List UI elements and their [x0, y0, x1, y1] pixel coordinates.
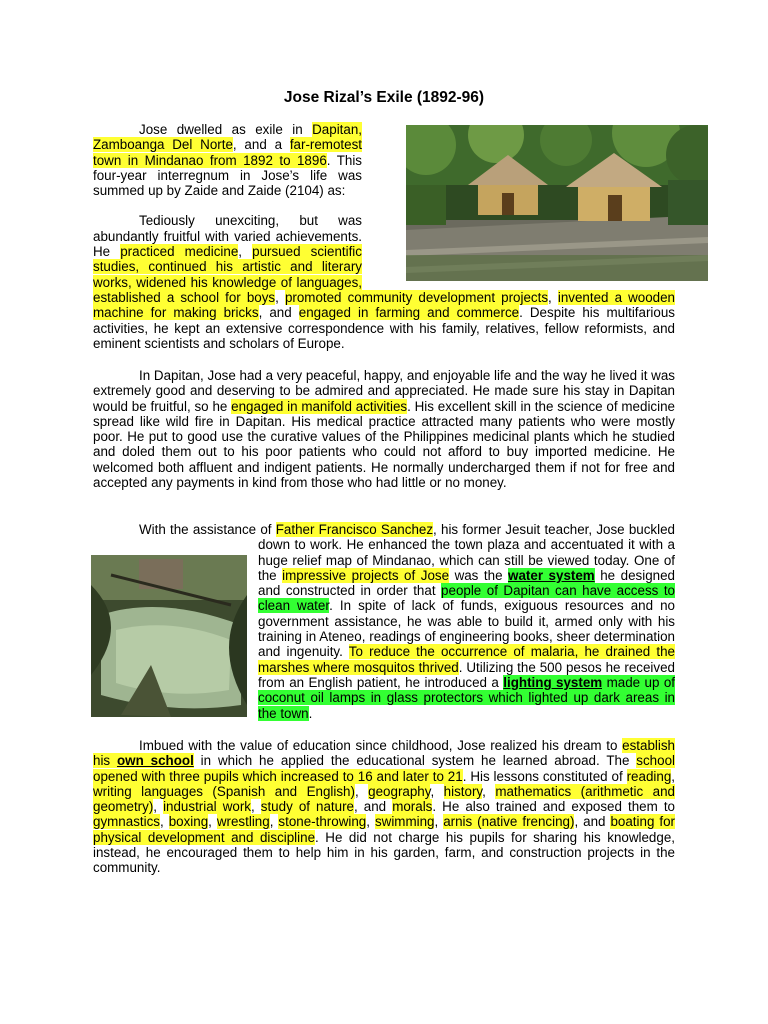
text: ,: [354, 783, 369, 799]
highlight: establish his: [93, 738, 675, 769]
highlight: arnis (native frencing): [443, 814, 575, 830]
text: . He did not charge his pupils for sharing his knowledge, instead, he encouraged them to help him in his garden, farm, and construction projects in the community.: [93, 829, 675, 876]
highlight: invented a wooden machine for making bricks: [93, 289, 675, 321]
highlight: mathematics (arithmetic and geometry): [93, 783, 675, 815]
photo-2-spacer: [93, 552, 258, 707]
text: ,: [153, 799, 164, 815]
text: With the assistance of: [139, 522, 276, 537]
text: ,: [548, 289, 558, 305]
text: .: [308, 705, 313, 721]
text: . This four-year interregnum in Jose’s life was summed up by Zaide and Zaide (2104) as:: [93, 152, 362, 199]
text: , and a: [232, 137, 290, 153]
text: in which he applied the educational system he learned abroad. The: [193, 753, 637, 769]
highlight-green: lighting system: [503, 674, 603, 690]
highlight: promoted community development projects: [284, 289, 549, 305]
highlight: far-remotest town in Mindanao from 1892 to 1896: [93, 137, 362, 168]
text: ,: [430, 783, 444, 799]
text: , and: [354, 799, 393, 815]
paragraph-school: [93, 738, 675, 876]
text: , his former Jesuit teacher, Jose buckled down to work. He enhanced the town plaza and accentuated it with a huge relief map of Mindanao, which can still be viewed today. One of the: [258, 522, 675, 583]
page-title: Jose Rizal’s Exile (1892-96): [283, 89, 485, 106]
text: In Dapitan, Jose had a very peaceful, happy, and enjoyable life and the way he lived it was extremely good and deserving to be admired and appreciated. He made sure his stay in Dapitan would be fruitful, so he: [93, 368, 675, 414]
highlight: To reduce the occurrence of malaria, he drained the marshes where mosquitos thrived: [258, 644, 675, 675]
highlight: swimming: [374, 814, 435, 830]
photo-1-spacer: [362, 122, 675, 280]
highlight: boating for physical development and discipline: [93, 814, 675, 845]
text: . Despite his multifarious activities, he kept an extensive correspondence with his family, relatives, fellow reformists, and eminent scientists and scholars of Europe.: [93, 305, 675, 351]
highlight: reading: [626, 768, 672, 784]
text: . In spite of lack of funds, exiguous resources and no government assistance, he was able to build it, armed only with his training in Ateneo, readings of engineering books, sheer determination and ingenuity.: [258, 598, 675, 660]
text: ,: [208, 814, 217, 830]
highlight-green: people of Dapitan can have access to clean water: [258, 583, 676, 614]
text: ,: [482, 783, 496, 799]
text: ,: [269, 814, 279, 830]
text: ,: [238, 244, 253, 260]
text: ,: [250, 799, 261, 815]
text: ,: [671, 768, 675, 784]
paragraph-projects: [93, 522, 675, 721]
highlight: engaged in manifold activities: [231, 398, 408, 414]
highlight: wrestling: [216, 814, 270, 830]
text: Imbued with the value of education since childhood, Jose realized his dream to: [139, 738, 623, 753]
text: ,: [159, 814, 169, 830]
highlight: geography: [368, 783, 431, 799]
text: , and: [574, 814, 611, 830]
text: ,: [366, 814, 375, 830]
paragraph-intro: [93, 122, 675, 351]
highlight: engaged in farming and commerce: [298, 305, 520, 321]
highlight: boxing: [168, 814, 209, 830]
highlight: pursued scientific studies, continued his artistic and literary works, widened his knowledge of languages, established a school for boys: [93, 244, 362, 305]
highlight: impressive projects of Jose: [282, 567, 450, 583]
text: Tediously unexciting, but was abundantly fruitful with varied achievements. He: [93, 213, 362, 260]
paragraph-dapitan-life: [93, 368, 675, 490]
text: . He also trained and exposed them to: [432, 799, 675, 815]
highlight: practiced medicine: [120, 244, 239, 260]
highlight: study of nature: [260, 799, 355, 815]
text: . His excellent skill in the science of medicine spread like wild fire in Dapitan. His medical practice attracted many patients who were mostly poor. He put to good use the curative values of the Philippines medicinal plants which he studied and doled them out to his poor patients who could not afford to buy imported medicine. He welcomed both affluent and indigent patients. He normally undercharged them if not for free and accepted any payments in kind from those who had little or no money.: [93, 398, 675, 491]
text: , and: [258, 305, 299, 321]
highlight: school opened with three pupils which increased to 16 and later to 21: [93, 753, 675, 784]
highlight: own school: [117, 753, 194, 769]
highlight: morals: [392, 799, 433, 815]
highlight: writing languages (Spanish and English): [93, 783, 355, 799]
text: was the: [449, 567, 509, 583]
text: . Utilizing the 500 pesos he received from an English patient, he introduced a: [258, 659, 676, 690]
highlight: history: [443, 783, 483, 799]
highlight: industrial work: [163, 799, 251, 815]
text: ,: [434, 814, 444, 830]
text: he designed and constructed in order that: [258, 567, 675, 599]
highlight-green: water system: [508, 567, 595, 583]
highlight: Father Francisco Sanchez: [275, 522, 434, 537]
highlight: stone-throwing: [278, 814, 367, 830]
highlight: gymnastics: [93, 814, 160, 830]
highlight-green: made up of coconut oil lamps in glass protectors which lighted up dark areas in the town: [258, 674, 675, 721]
text: ,: [275, 289, 285, 305]
text: . His lessons constituted of: [462, 768, 627, 784]
highlight: Dapitan, Zamboanga Del Norte: [93, 122, 362, 153]
text: Jose dwelled as exile in: [139, 122, 313, 137]
